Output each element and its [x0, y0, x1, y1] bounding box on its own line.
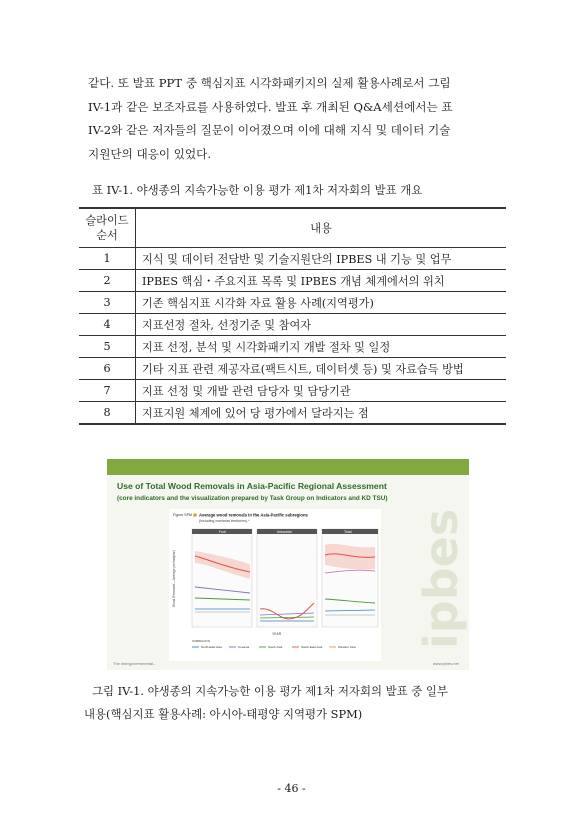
- logo-watermark: [414, 509, 468, 649]
- row-content: 기존 핵심지표 시각화 자료 활용 사례(지역평가): [136, 292, 507, 314]
- body-paragraph: [88, 72, 506, 166]
- presentation-outline-table: [79, 207, 506, 425]
- row-number: 4: [79, 314, 136, 336]
- row-number: 6: [79, 358, 136, 380]
- legend-item: Western Asia: [338, 645, 356, 649]
- row-content: 지표 선정, 분석 및 시각화패키지 개발 절차 및 일정: [136, 336, 507, 358]
- row-number: 1: [79, 248, 136, 270]
- table-row: [79, 270, 506, 292]
- legend-item: Oceania: [238, 645, 250, 649]
- slide-title-1: Use of Total Wood Removals in Asia-Pacific Regional Assessment: [117, 481, 387, 491]
- slide-title-2: (core indicators and the visualization prepared by Task Group on Indicators and KD TSU): [117, 495, 388, 502]
- paragraph-line: IV-1과 같은 보조자료를 사용하였다. 발표 후 개최된 Q&A세션에서는 표: [88, 99, 453, 114]
- spm-marker-dot: [193, 513, 197, 517]
- legend-heading: SUBREGION: [192, 639, 211, 643]
- table-caption: 표 IV-1. 야생종의 지속가능한 이용 평가 제1차 저자회의 발표 개요: [92, 183, 423, 197]
- header-slide-order: 슬라이드 순서: [79, 208, 136, 248]
- y-axis-label: Wood Removals – Average (m³/ha/year): [172, 550, 176, 607]
- row-content: 지식 및 데이터 전담반 및 기술지원단의 IPBES 내 기능 및 업무: [136, 248, 507, 270]
- row-content: 기타 지표 관련 제공자료(팩트시트, 데이터셋 등) 및 자료습득 방법: [136, 358, 507, 380]
- paragraph-line: 같다. 또 발표 PPT 중 핵심지표 시각화패키지의 실제 활용사례로서 그림: [88, 76, 451, 90]
- paragraph-line: IV-2와 같은 저자들의 질문이 이어졌으며 이에 대해 지식 및 데이터 기술: [88, 123, 451, 137]
- figure-caption-line: 내용(핵심지표 활용사례: 아시아-태평양 지역평가 SPM): [84, 707, 363, 721]
- panel-fuel: [192, 529, 252, 627]
- table-row: [79, 358, 506, 380]
- paragraph-line: 지원단의 대응이 있었다.: [88, 146, 212, 161]
- panel-label: Industrial: [277, 530, 292, 534]
- row-content: 지표지원 체계에 있어 당 평가에서 달라지는 점: [136, 402, 507, 425]
- row-content: IPBES 핵심・주요지표 목록 및 IPBES 개념 체계에서의 위치: [136, 270, 507, 292]
- table-row: [79, 380, 506, 402]
- panel-label: Fuel: [219, 530, 226, 534]
- page-number: - 46 -: [277, 782, 306, 795]
- panel-total: [322, 529, 378, 627]
- slide-footer-left: The intergovernmental...: [113, 661, 157, 666]
- spm-title: Average wood removals in the Asia-Pacific subregions: [199, 512, 308, 518]
- panel-label: Total: [344, 530, 352, 534]
- figure-caption-line: 그림 IV-1. 야생종의 지속가능한 이용 평가 제1차 저자회의 발표 중 일부: [92, 684, 448, 698]
- svg-text:ipbes: ipbes: [414, 508, 468, 649]
- spm-subtitle: (including overseas territories).*: [199, 519, 250, 523]
- table-row: [79, 402, 506, 425]
- table-header-row: [79, 208, 506, 248]
- legend-item: South-East Asia: [301, 645, 323, 649]
- table-row: [79, 336, 506, 358]
- table-row: [79, 292, 506, 314]
- table-row: [79, 248, 506, 270]
- row-number: 3: [79, 292, 136, 314]
- slide-footer-right: www.ipbes.net: [433, 661, 459, 666]
- row-number: 5: [79, 336, 136, 358]
- row-content: 지표 선정 및 개발 관련 담당자 및 담당기관: [136, 380, 507, 402]
- figure-caption: [84, 680, 504, 726]
- row-number: 7: [79, 380, 136, 402]
- x-axis-label: YEAR: [272, 632, 282, 636]
- row-number: 2: [79, 270, 136, 292]
- legend-item: North-East Asia: [201, 645, 222, 649]
- slide-image: [107, 459, 469, 670]
- row-number: 8: [79, 402, 136, 425]
- table-row: [79, 314, 506, 336]
- legend-item: South Asia: [268, 645, 283, 649]
- row-content: 지표선정 절차, 선정기준 및 참여자: [136, 314, 507, 336]
- spm-label: Figure SPM: [173, 513, 192, 517]
- panel-industrial: [257, 529, 317, 627]
- slide-figure: [107, 459, 469, 670]
- header-content: 내용: [136, 208, 507, 248]
